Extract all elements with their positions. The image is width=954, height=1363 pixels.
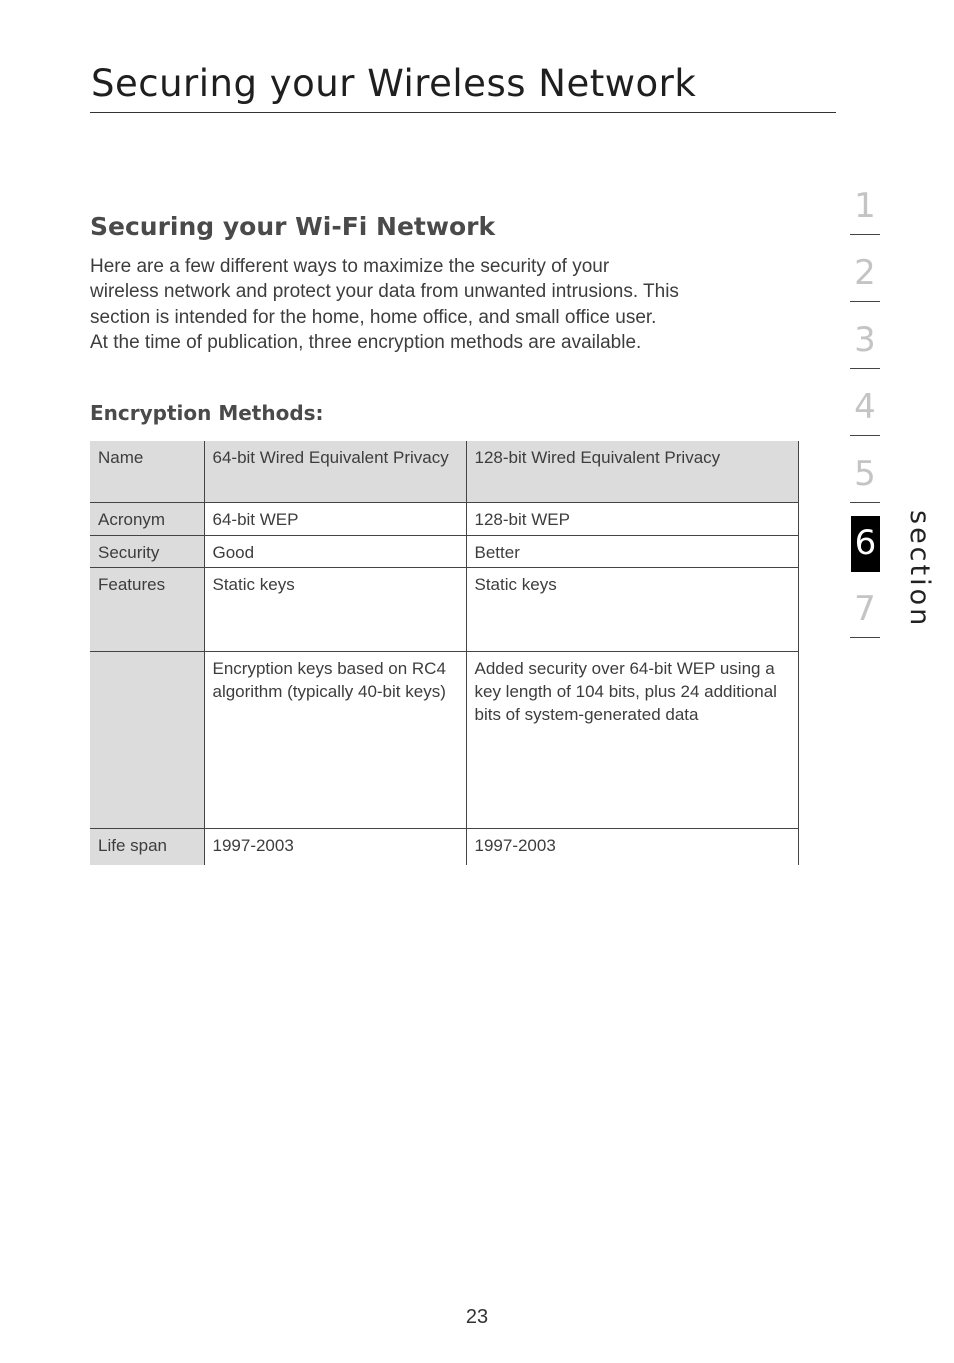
table-cell: Good <box>204 535 466 567</box>
intro-line: At the time of publication, three encryption methods are available. <box>90 331 642 353</box>
table-cell: Static keys <box>204 567 466 651</box>
table-cell: 128-bit WEP <box>466 502 798 535</box>
table-cell: Static keys <box>466 567 798 651</box>
intro-line: wireless network and protect your data from unwanted intrusions. This <box>90 281 679 303</box>
row-label: Security <box>90 535 204 567</box>
intro-paragraph <box>90 254 802 355</box>
section-nav-divider <box>850 234 880 235</box>
title-divider <box>90 112 836 113</box>
section-nav-divider <box>850 368 880 369</box>
table-cell: 1997-2003 <box>204 828 466 865</box>
section-heading: Securing your Wi-Fi Network <box>90 212 496 241</box>
section-nav-item-6-active[interactable]: 6 <box>851 516 880 572</box>
row-label: Acronym <box>90 502 204 535</box>
section-nav-item-2[interactable]: 2 <box>854 253 876 293</box>
section-nav-divider <box>850 435 880 436</box>
section-nav-divider <box>850 502 880 503</box>
section-nav-item-4[interactable]: 4 <box>854 387 876 427</box>
table-cell: Added security over 64-bit WEP using a key length of 104 bits, plus 24 additional bits of system-generated data <box>466 651 798 828</box>
intro-line: Here are a few different ways to maximize the security of your <box>90 256 610 277</box>
table-cell: 1997-2003 <box>466 828 798 865</box>
table-cell: Better <box>466 535 798 567</box>
intro-line: section is intended for the home, home office, and small office user. <box>90 306 657 328</box>
table-row <box>90 567 798 651</box>
page-title: Securing your Wireless Network <box>91 62 697 105</box>
page-number: 23 <box>465 1306 489 1328</box>
encryption-methods-table <box>90 441 799 865</box>
encryption-methods-heading: Encryption Methods: <box>90 401 324 425</box>
section-nav-divider <box>850 301 880 302</box>
table-row <box>90 828 798 865</box>
section-nav-item-1[interactable]: 1 <box>854 186 876 226</box>
row-label: Life span <box>90 828 204 865</box>
section-nav-item-3[interactable]: 3 <box>854 320 876 360</box>
table-row <box>90 441 798 502</box>
table-cell: 64-bit WEP <box>204 502 466 535</box>
row-label <box>90 651 204 828</box>
table-cell: Encryption keys based on RC4 algorithm (typically 40-bit keys) <box>204 651 466 828</box>
table-row <box>90 651 798 828</box>
row-label: Features <box>90 567 204 651</box>
table-cell: 64-bit Wired Equivalent Privacy <box>204 441 466 502</box>
section-nav-divider <box>850 637 880 638</box>
table-cell: 128-bit Wired Equivalent Privacy <box>466 441 798 502</box>
section-nav-item-5[interactable]: 5 <box>854 454 876 494</box>
row-label: Name <box>90 441 204 502</box>
section-label: section <box>904 510 935 629</box>
section-nav-item-7[interactable]: 7 <box>854 589 876 629</box>
table-row <box>90 535 798 567</box>
table-row <box>90 502 798 535</box>
